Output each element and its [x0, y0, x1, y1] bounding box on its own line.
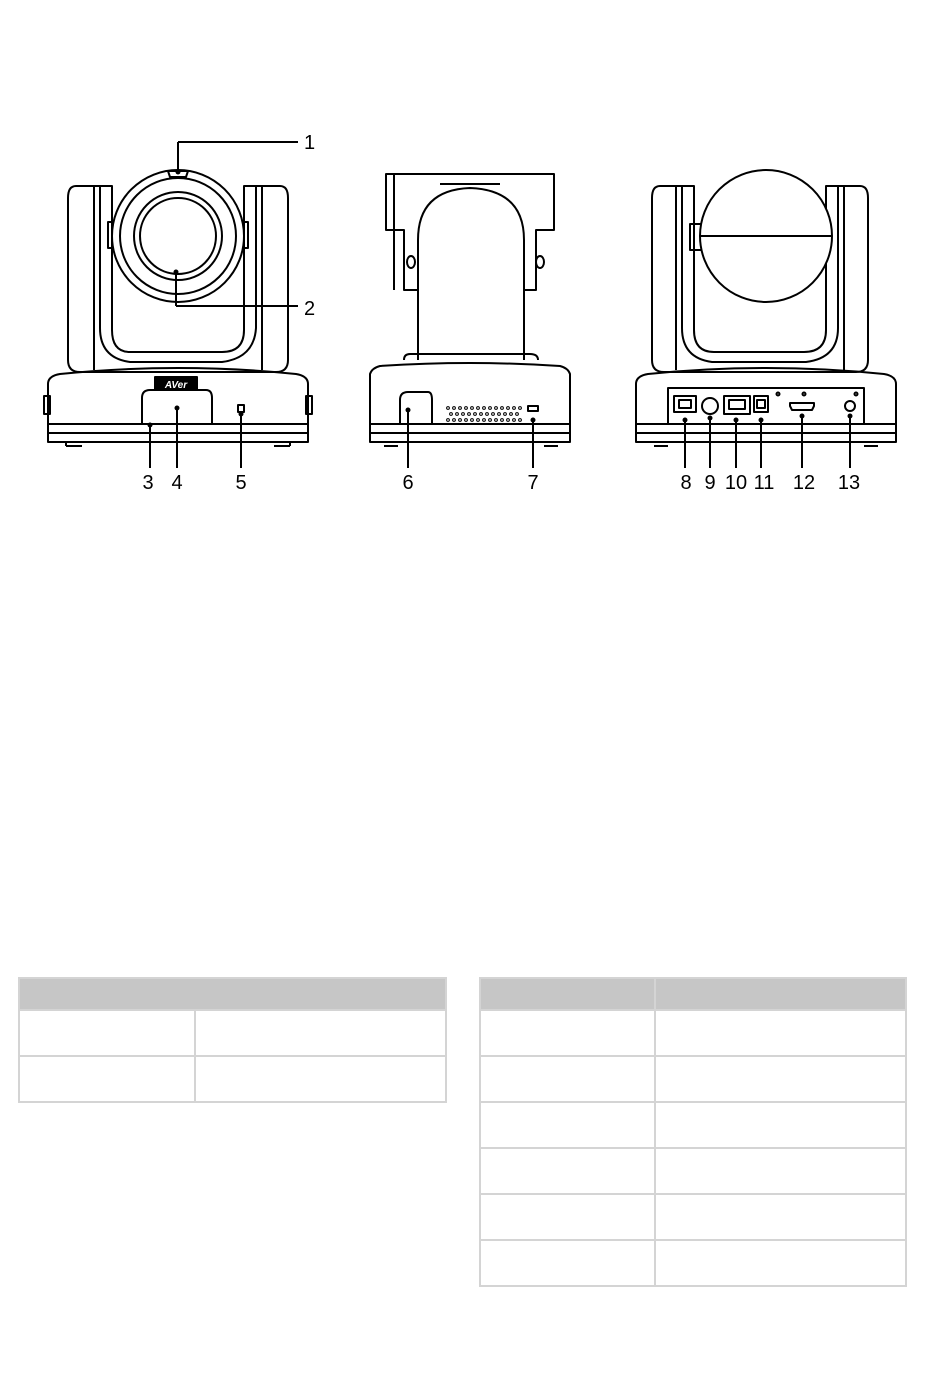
table-row: [480, 1148, 906, 1194]
callout-7: 7: [527, 472, 539, 494]
table-row: [480, 1240, 906, 1286]
callout-10: 10: [724, 472, 748, 494]
camera-side-view: [370, 174, 570, 468]
callout-3: 3: [142, 472, 154, 494]
table-header: [19, 978, 446, 1010]
table-cell: [655, 1056, 906, 1102]
table-cell: [655, 1194, 906, 1240]
table-cell: [480, 1056, 655, 1102]
callout-13: 13: [837, 472, 861, 494]
table-row: [480, 1194, 906, 1240]
table-header: [480, 978, 655, 1010]
table-cell: [480, 1240, 655, 1286]
table-row: [480, 1010, 906, 1056]
table-cell: [480, 1194, 655, 1240]
table-cell: [480, 1010, 655, 1056]
rear-parts-table: [479, 977, 907, 1287]
callout-5: 5: [235, 472, 247, 494]
callout-8: 8: [680, 472, 692, 494]
table-row: [480, 1102, 906, 1148]
table-header: [655, 978, 906, 1010]
callout-2: 2: [304, 298, 316, 320]
brand-logo: AVer: [164, 380, 188, 391]
table-cell: [480, 1148, 655, 1194]
callout-4: 4: [171, 472, 183, 494]
table-cell: [655, 1102, 906, 1148]
callout-6: 6: [402, 472, 414, 494]
camera-back-view: [636, 170, 896, 468]
table-cell: [19, 1056, 195, 1102]
table-cell: [655, 1010, 906, 1056]
table-header-row: [19, 978, 446, 1010]
table-row: [19, 1056, 446, 1102]
callout-1: 1: [304, 132, 316, 154]
callout-11: 11: [753, 472, 775, 494]
table-cell: [480, 1102, 655, 1148]
table-cell: [655, 1148, 906, 1194]
table-cell: [195, 1056, 446, 1102]
table-cell: [19, 1010, 195, 1056]
table-cell: [655, 1240, 906, 1286]
table-header-row: [480, 978, 906, 1010]
table-cell: [195, 1010, 446, 1056]
camera-front-view: [44, 142, 312, 468]
callout-12: 12: [792, 472, 816, 494]
table-row: [19, 1010, 446, 1056]
front-parts-table: [18, 977, 447, 1103]
table-row: [480, 1056, 906, 1102]
vent-grid: [447, 407, 522, 422]
callout-9: 9: [704, 472, 716, 494]
